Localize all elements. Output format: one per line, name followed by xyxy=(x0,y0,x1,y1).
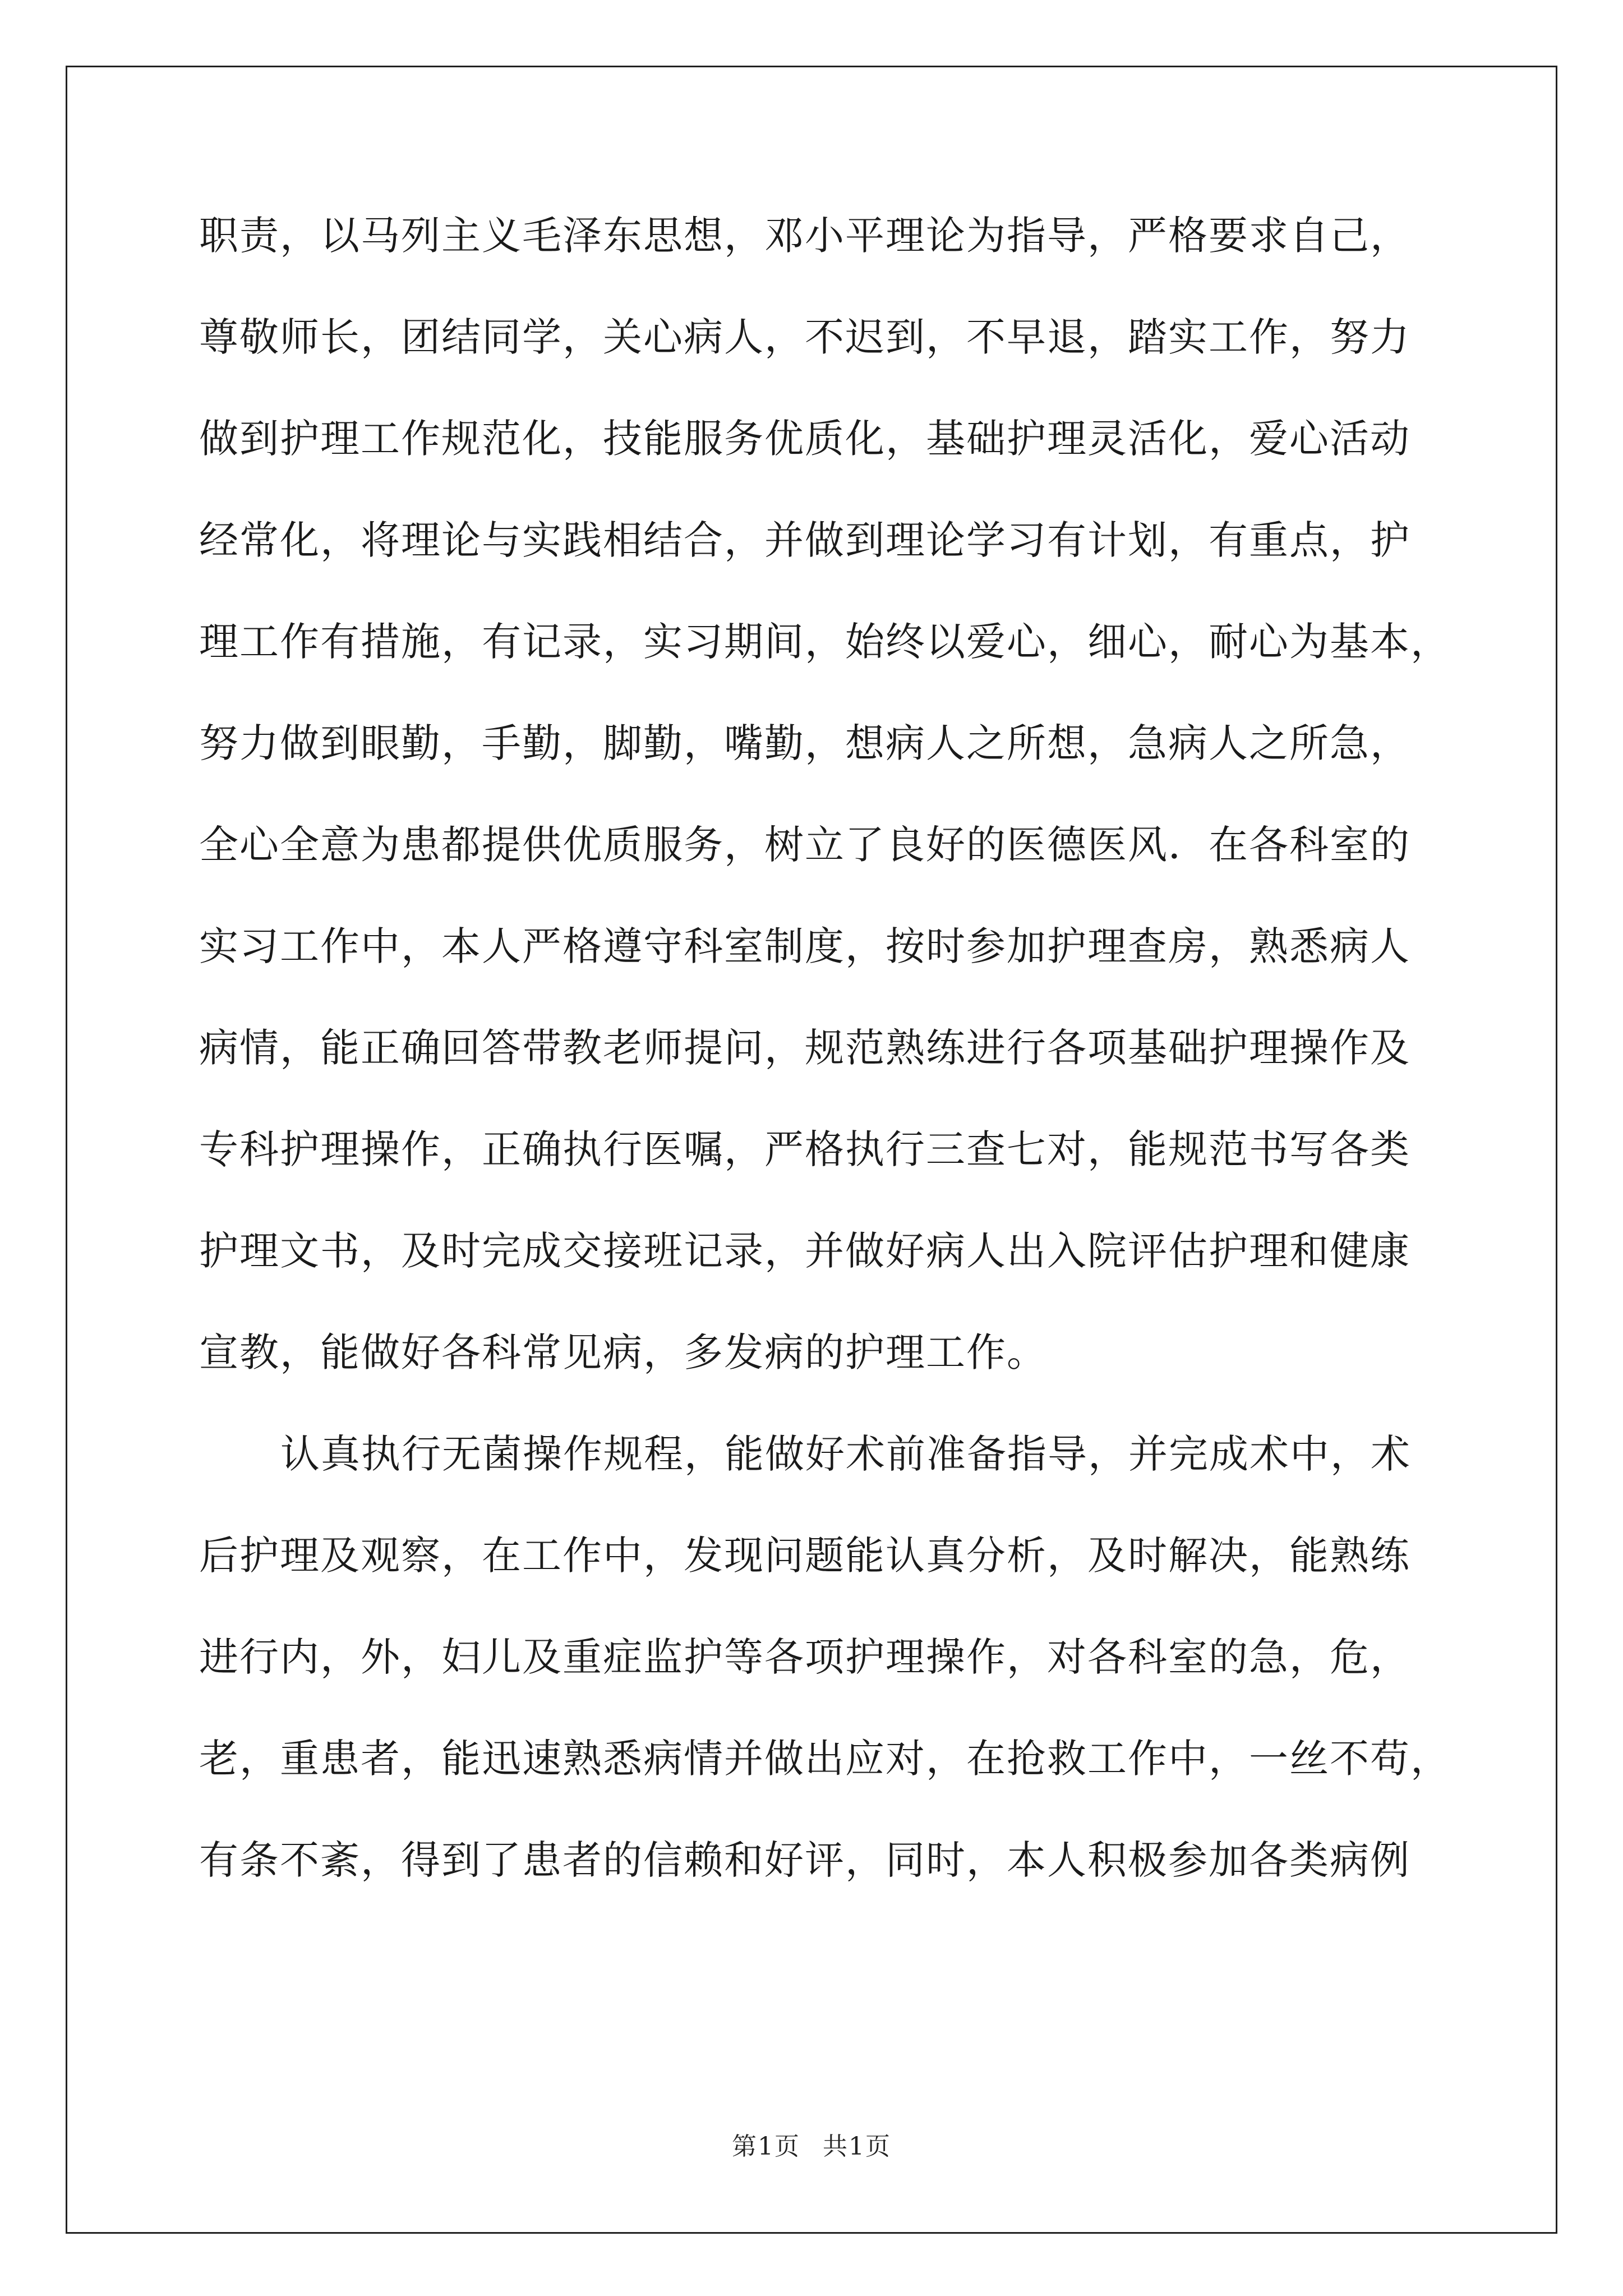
text-line: 职责，以马列主义毛泽东思想，邓小平理论为指导，严格要求自己， xyxy=(199,213,1410,259)
text-line: 病情，能正确回答带教老师提问，规范熟练进行各项基础护理操作及 xyxy=(199,1025,1410,1071)
text-line: 宣教，能做好各科常见病，多发病的护理工作。 xyxy=(199,1329,1047,1375)
text-line: 专科护理操作，正确执行医嘱，严格执行三查七对，能规范书写各类 xyxy=(199,1126,1410,1172)
page-number: 第1页 xyxy=(732,2132,800,2161)
text-line: 老，重患者，能迅速熟悉病情并做出应对，在抢救工作中，一丝不苟， xyxy=(199,1736,1451,1782)
paragraph-start-line: 认真执行无菌操作规程，能做好术前准备指导，并完成术中，术 xyxy=(280,1431,1411,1477)
page-total: 共1页 xyxy=(823,2132,891,2161)
text-line: 护理文书，及时完成交接班记录，并做好病人出入院评估护理和健康 xyxy=(199,1228,1410,1274)
text-line: 尊敬师长，团结同学，关心病人，不迟到，不早退，踏实工作，努力 xyxy=(199,314,1410,360)
page-footer xyxy=(0,2126,1623,2162)
text-line: 实习工作中，本人严格遵守科室制度，按时参加护理查房，熟悉病人 xyxy=(199,923,1410,969)
text-line: 有条不紊，得到了患者的信赖和好评，同时，本人积极参加各类病例 xyxy=(199,1837,1410,1883)
text-line: 经常化，将理论与实践相结合，并做到理论学习有计划，有重点，护 xyxy=(199,517,1410,563)
text-line: 进行内，外，妇儿及重症监护等各项护理操作，对各科室的急，危， xyxy=(199,1634,1410,1680)
text-line: 努力做到眼勤，手勤，脚勤，嘴勤，想病人之所想，急病人之所急， xyxy=(199,720,1410,766)
text-line: 理工作有措施，有记录，实习期间，始终以爱心，细心，耐心为基本， xyxy=(199,619,1451,665)
text-line: 全心全意为患都提供优质服务，树立了良好的医德医风．在各科室的 xyxy=(199,822,1410,868)
text-line: 后护理及观察，在工作中，发现问题能认真分析，及时解决，能熟练 xyxy=(199,1533,1410,1579)
text-line: 做到护理工作规范化，技能服务优质化，基础护理灵活化，爱心活动 xyxy=(199,416,1410,462)
document-body xyxy=(199,185,1451,1911)
